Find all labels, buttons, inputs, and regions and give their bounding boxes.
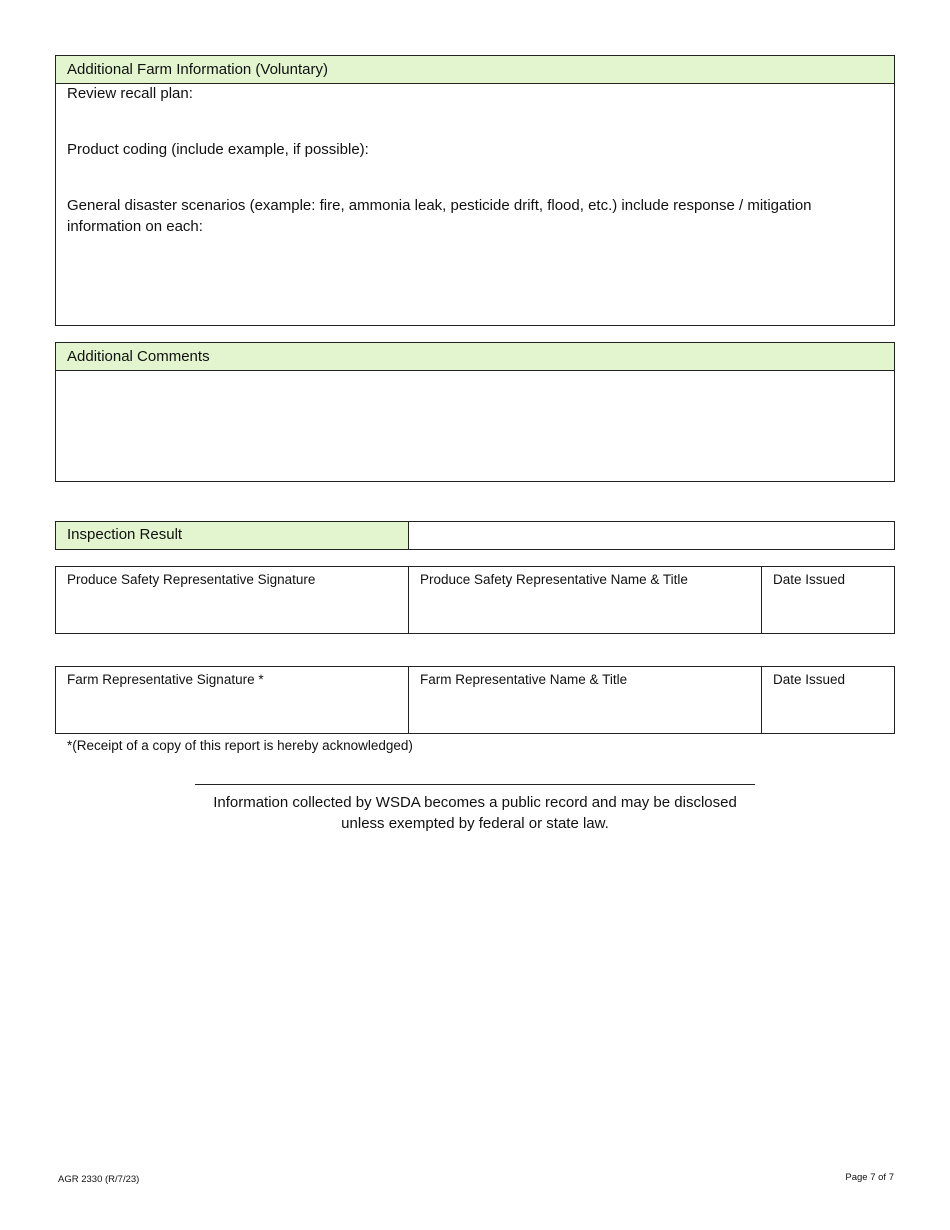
inspection-result-row <box>55 521 895 550</box>
product-coding-field[interactable] <box>67 160 883 190</box>
farm-rep-row <box>55 666 895 734</box>
inspection-result-label: Inspection Result <box>56 522 408 549</box>
form-id: AGR 2330 (R/7/23) <box>58 1174 140 1185</box>
farm-rep-name-field[interactable]: Farm Representative Name & Title <box>408 667 761 733</box>
inspection-result-field[interactable] <box>408 522 894 549</box>
recall-plan-field[interactable] <box>67 104 883 134</box>
recall-plan-label: Review recall plan: <box>67 85 193 102</box>
produce-rep-name-field[interactable]: Produce Safety Representative Name & Title <box>408 567 761 633</box>
disaster-scenarios-field[interactable] <box>67 239 883 319</box>
comments-header: Additional Comments <box>56 343 894 371</box>
comments-section <box>55 342 895 482</box>
receipt-note: *(Receipt of a copy of this report is hereby acknowledged) <box>67 738 413 753</box>
comments-field[interactable] <box>67 375 883 475</box>
farm-info-section <box>55 55 895 326</box>
public-record-disclaimer: Information collected by WSDA becomes a public record and may be disclosed unless exempted by federal or state law. <box>213 794 737 832</box>
farm-rep-date-field[interactable]: Date Issued <box>761 667 894 733</box>
disaster-scenarios-label: General disaster scenarios (example: fire, ammonia leak, pesticide drift, flood, etc.) include response / mitigation information on each: <box>67 197 812 235</box>
divider-line <box>195 784 755 785</box>
product-coding-label: Product coding (include example, if possible): <box>67 141 369 158</box>
produce-rep-signature-field[interactable]: Produce Safety Representative Signature <box>67 572 316 587</box>
farm-info-header: Additional Farm Information (Voluntary) <box>56 56 894 84</box>
produce-rep-date-field[interactable]: Date Issued <box>761 567 894 633</box>
produce-rep-row <box>55 566 895 634</box>
page-number: Page 7 of 7 <box>845 1172 894 1183</box>
farm-rep-signature-field[interactable]: Farm Representative Signature * <box>67 672 264 687</box>
